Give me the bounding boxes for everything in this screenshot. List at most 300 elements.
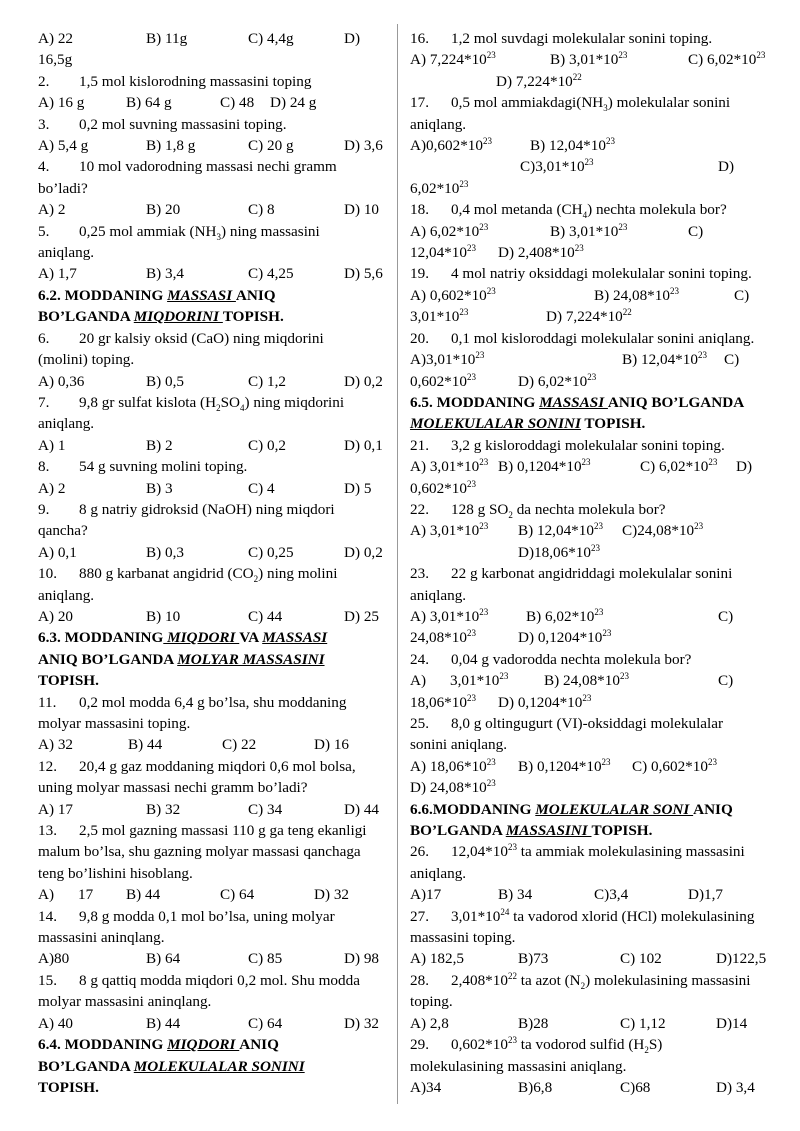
text: 0,2 mol modda 6,4 g bo’lsa, shu moddaning bbox=[79, 693, 347, 711]
text: MOLEKULALAR SONINI bbox=[410, 415, 581, 433]
text: 2 bbox=[580, 980, 586, 991]
text: D) 32 bbox=[344, 1014, 380, 1032]
text: MOLEKULALAR SONINI bbox=[133, 1057, 305, 1075]
text: C) 44 bbox=[248, 607, 283, 625]
question-13 bbox=[38, 820, 386, 841]
text: C)68 bbox=[620, 1078, 651, 1096]
text: C) 4,4g bbox=[248, 30, 294, 47]
text: 0,04 g vadorodda nechta molekula bor? bbox=[451, 650, 692, 668]
answer-options bbox=[38, 135, 386, 156]
text-span bbox=[506, 822, 592, 839]
answer-options bbox=[410, 1013, 772, 1034]
text: C) bbox=[724, 351, 740, 369]
text: C)24,08*10 bbox=[622, 522, 695, 540]
text: VA bbox=[239, 629, 263, 647]
question-25-cont: sonini aniqlang. bbox=[410, 736, 508, 754]
question-10-cont: aniqlang. bbox=[38, 586, 95, 604]
section-heading-6-3-cont bbox=[38, 649, 386, 670]
answer-option bbox=[550, 49, 688, 70]
column-divider bbox=[397, 24, 398, 1104]
answer-option bbox=[410, 371, 518, 392]
text: 23 bbox=[605, 135, 615, 146]
text: C) 8 bbox=[248, 201, 275, 219]
question-5 bbox=[38, 221, 386, 242]
text: 17 bbox=[78, 886, 94, 904]
text: 2,5 mol gazning massasi 110 g ga teng ekanligi bbox=[79, 822, 367, 840]
answer-option bbox=[518, 371, 596, 392]
answer-options-cont bbox=[410, 371, 772, 392]
text: D) 7,224*10 bbox=[496, 72, 573, 90]
text: 23 bbox=[486, 285, 496, 296]
text: 3,01*10 bbox=[450, 672, 500, 690]
text: 24. bbox=[410, 650, 429, 668]
answer-option bbox=[632, 756, 717, 777]
question-9-cont: qancha? bbox=[38, 522, 88, 540]
text: 0,602*10 bbox=[410, 372, 467, 390]
text: B) 12,04*10 bbox=[530, 137, 606, 155]
text-span bbox=[167, 1036, 239, 1053]
text: 6,02*10 bbox=[410, 179, 460, 197]
answer-options bbox=[410, 349, 772, 370]
answer-options bbox=[38, 542, 386, 563]
text: 16. bbox=[410, 30, 429, 47]
text: 23 bbox=[486, 778, 496, 789]
text: TOPISH. bbox=[580, 415, 646, 433]
question-21 bbox=[410, 435, 772, 456]
text: C) 6,02*10 bbox=[640, 458, 709, 476]
text: D) 0,1204*10 bbox=[498, 693, 583, 711]
question-17 bbox=[410, 92, 772, 113]
text: MASSASI bbox=[262, 629, 328, 647]
answer-options bbox=[410, 456, 772, 477]
text: ANIQ BO’LGANDA bbox=[607, 393, 745, 411]
text: 23 bbox=[602, 628, 612, 639]
text: 11. bbox=[38, 693, 57, 711]
text: A) 20 bbox=[38, 607, 74, 625]
text: D) 2,408*10 bbox=[498, 244, 575, 262]
text: 9,8 gr sulfat kislota (H bbox=[79, 393, 217, 411]
text: 9. bbox=[38, 500, 50, 518]
text: 20. bbox=[410, 329, 429, 347]
text: 22. bbox=[410, 500, 429, 518]
text: A) 7,224*10 bbox=[410, 51, 487, 69]
text: ta azot (N bbox=[516, 971, 581, 989]
text: 23 bbox=[618, 221, 628, 232]
answer-options bbox=[410, 520, 772, 541]
text: A)17 bbox=[410, 886, 442, 904]
text: 22 bbox=[622, 307, 632, 318]
answer-option bbox=[546, 306, 632, 327]
text: B) 10 bbox=[146, 607, 181, 625]
answer-options-cont bbox=[410, 156, 772, 177]
right-column bbox=[410, 28, 772, 1098]
text: ANIQ bbox=[693, 800, 733, 818]
text: A) 2 bbox=[38, 479, 66, 497]
answer-option bbox=[498, 456, 640, 477]
question-16 bbox=[410, 28, 772, 49]
text: B) 0,5 bbox=[146, 372, 184, 390]
section-heading-6-5-cont bbox=[410, 413, 772, 434]
text: 12,04*10 bbox=[410, 244, 467, 262]
answer-options bbox=[410, 948, 772, 969]
question-28 bbox=[410, 970, 772, 991]
text: 0,2 mol suvning massasini toping. bbox=[79, 115, 287, 133]
text: B) 1,8 g bbox=[146, 137, 196, 155]
text: C) 4,25 bbox=[248, 265, 294, 283]
question-15-cont: molyar massasini aninqlang. bbox=[38, 993, 212, 1011]
text: D) 6,02*10 bbox=[518, 372, 588, 390]
text: ) molekulalar sonini bbox=[607, 94, 731, 112]
text: 5. bbox=[38, 222, 50, 240]
text: B) 11g bbox=[146, 30, 188, 47]
text: C) 6,02*10 bbox=[688, 51, 757, 69]
answer-options-cont bbox=[410, 777, 772, 798]
text: 23 bbox=[486, 50, 496, 61]
question-4 bbox=[38, 156, 386, 177]
text: 23 bbox=[601, 756, 611, 767]
text: B) 3,01*10 bbox=[550, 51, 619, 69]
answer-options bbox=[38, 948, 386, 969]
text: 6.4. MODDANING bbox=[38, 1036, 168, 1054]
text: A)80 bbox=[38, 950, 70, 968]
answer-option bbox=[526, 606, 718, 627]
text: B) 3 bbox=[146, 479, 173, 497]
section-heading-6-6-cont bbox=[410, 820, 772, 841]
text: 23 bbox=[466, 371, 476, 382]
text: A) 0,602*10 bbox=[410, 286, 487, 304]
question-26 bbox=[410, 841, 772, 862]
text: ) nechta molekula bor? bbox=[587, 201, 727, 219]
section-heading-6-3 bbox=[38, 627, 386, 648]
text: B) 24,08*10 bbox=[594, 286, 670, 304]
text: ) ning miqdorini bbox=[244, 393, 345, 411]
text: 6.2. MODDANING bbox=[38, 286, 168, 304]
question-28-cont: toping. bbox=[410, 993, 453, 1011]
text: C) 22 bbox=[222, 736, 257, 754]
text: 23 bbox=[479, 457, 489, 468]
text-span bbox=[535, 801, 693, 818]
answer-option bbox=[410, 49, 550, 70]
text: 23 bbox=[475, 350, 485, 361]
text: MOLYAR MASSASINI bbox=[177, 650, 325, 668]
text: 7. bbox=[38, 393, 50, 411]
answer-option bbox=[410, 606, 526, 627]
text-span bbox=[262, 629, 327, 646]
text: C) 34 bbox=[248, 800, 283, 818]
text: 22 bbox=[507, 970, 517, 981]
text: 23 bbox=[756, 50, 766, 61]
question-8 bbox=[38, 456, 386, 477]
section-heading-6-5 bbox=[410, 392, 772, 413]
text: 6. bbox=[38, 329, 50, 347]
text: A) 22 bbox=[38, 30, 74, 47]
text: 23 bbox=[507, 842, 517, 853]
text: A) 18,06*10 bbox=[410, 757, 487, 775]
question-14 bbox=[38, 906, 386, 927]
question-29-cont: molekulasining massasini aniqlang. bbox=[410, 1057, 627, 1075]
text: B) 32 bbox=[146, 800, 181, 818]
text: MASSASI bbox=[167, 286, 236, 304]
answer-option bbox=[410, 221, 550, 242]
answer-option bbox=[410, 285, 594, 306]
text: 0,25 mol ammiak (NH bbox=[79, 222, 217, 240]
text: 6.5. MODDANING bbox=[410, 393, 540, 411]
text: C)3,01*10 bbox=[520, 158, 585, 176]
text: C) 0,25 bbox=[248, 543, 294, 561]
text: C) 64 bbox=[220, 886, 255, 904]
text: ) ning massasini bbox=[221, 222, 320, 240]
question-29 bbox=[410, 1034, 772, 1055]
question-4-cont: bo’ladi? bbox=[38, 179, 88, 197]
text: D) 3,4 bbox=[716, 1078, 755, 1096]
text: 18,06*10 bbox=[410, 693, 467, 711]
question-23 bbox=[410, 563, 772, 584]
text: D) 25 bbox=[344, 607, 380, 625]
answer-options bbox=[38, 884, 386, 905]
text: A) 3,01*10 bbox=[410, 522, 480, 540]
text: 23 bbox=[479, 221, 489, 232]
text: 12,04*10 bbox=[451, 843, 508, 861]
text: 6.3. MODDANING bbox=[38, 629, 164, 647]
text: ta vadorod xlorid (HCl) molekulasining bbox=[509, 907, 755, 925]
text: 3,01*10 bbox=[410, 308, 460, 326]
answer-options bbox=[410, 221, 772, 242]
text: 2 bbox=[508, 509, 513, 520]
text: MASSASI bbox=[539, 393, 608, 411]
question-27-cont: massasini toping. bbox=[410, 929, 516, 947]
text: 3 bbox=[216, 231, 222, 242]
text-span bbox=[134, 1058, 305, 1075]
text: C) 85 bbox=[248, 950, 283, 968]
text: BO’LGANDA bbox=[38, 1057, 134, 1075]
text: ANIQ BO’LGANDA bbox=[38, 650, 178, 668]
text: 23 bbox=[499, 671, 509, 682]
text: 0,1 mol kisloroddagi molekulalar sonini aniqlang. bbox=[451, 329, 755, 347]
question-26-cont: aniqlang. bbox=[410, 864, 467, 882]
text-span bbox=[177, 651, 324, 668]
text: 23 bbox=[582, 692, 592, 703]
answer-option bbox=[550, 221, 688, 242]
text: 10 mol vadorodning massasi nechi gramm bbox=[79, 158, 337, 176]
text: BO’LGANDA bbox=[38, 308, 134, 326]
text: 8. bbox=[38, 458, 50, 476]
text: 22 g karbonat angidriddagi molekulalar sonini bbox=[451, 565, 733, 583]
text: A) 32 bbox=[38, 736, 74, 754]
text: C) 4 bbox=[248, 479, 275, 497]
text: 1,2 mol suvdagi molekulalar sonini toping. bbox=[451, 30, 713, 47]
answer-option bbox=[410, 349, 622, 370]
text: A) 2 bbox=[38, 201, 66, 219]
text: C) 1,12 bbox=[620, 1014, 666, 1032]
question-12 bbox=[38, 756, 386, 777]
text: 23 bbox=[669, 285, 679, 296]
question-14-cont: massasini aninqlang. bbox=[38, 929, 165, 947]
question-23-cont: aniqlang. bbox=[410, 586, 467, 604]
text: D) 44 bbox=[344, 800, 380, 818]
answer-option bbox=[544, 670, 718, 691]
text: D) 98 bbox=[344, 950, 380, 968]
text: 27. bbox=[410, 907, 429, 925]
text: B) 64 g bbox=[126, 94, 172, 112]
question-20 bbox=[410, 328, 772, 349]
text: D)122,5 bbox=[716, 950, 767, 968]
text: 0,4 mol metanda (CH bbox=[451, 201, 583, 219]
text: ) ning molini bbox=[258, 565, 338, 583]
answer-option bbox=[498, 692, 591, 713]
question-9 bbox=[38, 499, 386, 520]
text-span bbox=[163, 629, 239, 646]
text: C) 0,2 bbox=[248, 436, 286, 454]
question-6 bbox=[38, 328, 386, 349]
text: C) bbox=[734, 286, 750, 304]
text: B) 0,3 bbox=[146, 543, 184, 561]
text: 19. bbox=[410, 265, 429, 283]
text: 3,2 g kisloroddagi molekulalar sonini toping. bbox=[451, 436, 725, 454]
text: 13. bbox=[38, 822, 57, 840]
answer-options-cont bbox=[410, 692, 772, 713]
text: 24 bbox=[500, 906, 510, 917]
text-span bbox=[167, 287, 236, 304]
text: A)0,602*10 bbox=[410, 137, 483, 155]
text: 6.6.MODDANING bbox=[410, 800, 536, 818]
answer-options bbox=[38, 371, 386, 392]
text: D) 24 g bbox=[270, 94, 317, 112]
text: 10. bbox=[38, 565, 57, 583]
answer-option bbox=[410, 692, 498, 713]
text: B) 44 bbox=[126, 886, 161, 904]
answer-options bbox=[38, 263, 386, 284]
text: 23 bbox=[587, 371, 597, 382]
question-5-cont: aniqlang. bbox=[38, 244, 95, 262]
text: 128 g SO bbox=[451, 500, 509, 518]
text: B) 44 bbox=[146, 1014, 181, 1032]
text: 23 bbox=[466, 692, 476, 703]
text: 23 bbox=[574, 243, 584, 253]
text: B)28 bbox=[518, 1014, 549, 1032]
text: MIQDORI bbox=[167, 1036, 240, 1054]
section-heading-6-3-end: TOPISH. bbox=[38, 672, 99, 690]
answer-option bbox=[410, 627, 518, 648]
text: A) 3,01*10 bbox=[410, 607, 480, 625]
text: 23 bbox=[479, 606, 489, 617]
text: B)6,8 bbox=[518, 1078, 553, 1096]
question-22 bbox=[410, 499, 772, 520]
text-span bbox=[539, 394, 608, 411]
text: A) 3,01*10 bbox=[410, 458, 480, 476]
text: C) 48 bbox=[220, 94, 255, 112]
text: 2. bbox=[38, 72, 50, 90]
answer-options bbox=[38, 1013, 386, 1034]
text: 23 bbox=[507, 1035, 517, 1046]
text: B)73 bbox=[518, 950, 549, 968]
text: 22 bbox=[572, 71, 582, 82]
text: 23 bbox=[479, 521, 489, 532]
text: B) 34 bbox=[498, 886, 533, 904]
text: 4. bbox=[38, 158, 50, 176]
text: 8 g natriy gidroksid (NaOH) ning miqdori bbox=[79, 500, 335, 518]
text: MOLEKULALAR SONI bbox=[535, 800, 694, 818]
text: 25. bbox=[410, 715, 429, 732]
answer-option bbox=[622, 520, 703, 541]
text: da nechta molekula bor? bbox=[512, 500, 666, 518]
text-span bbox=[134, 308, 223, 325]
text-span bbox=[410, 415, 581, 432]
text: B) 3,01*10 bbox=[550, 222, 619, 240]
answer-options-cont bbox=[410, 542, 772, 563]
answer-option bbox=[410, 456, 498, 477]
answer-options-cont bbox=[410, 242, 772, 263]
answer-options bbox=[38, 606, 386, 627]
text: 23 bbox=[466, 478, 476, 489]
text: MASSASINI bbox=[505, 822, 592, 840]
question-2 bbox=[38, 71, 386, 92]
text: 2 bbox=[253, 574, 259, 585]
text: S) bbox=[648, 1036, 663, 1054]
answer-options bbox=[410, 1077, 772, 1098]
text: D) bbox=[344, 30, 361, 47]
text: 23 bbox=[459, 178, 469, 189]
section-heading-6-4-end: TOPISH. bbox=[38, 1078, 99, 1096]
answer-option bbox=[640, 456, 736, 477]
text: SO bbox=[220, 393, 241, 411]
text: 24,08*10 bbox=[410, 629, 467, 647]
text: 21. bbox=[410, 436, 429, 454]
text: B) 6,02*10 bbox=[526, 607, 595, 625]
text: 8,0 g oltingugurt (VI)-oksiddagi molekulalar bbox=[451, 715, 724, 732]
question-11-cont: molyar massasini toping. bbox=[38, 715, 191, 732]
question-17-cont: aniqlang. bbox=[410, 115, 467, 133]
answer-option bbox=[518, 756, 632, 777]
answer-options bbox=[410, 135, 772, 156]
answer-option bbox=[518, 627, 611, 648]
text: TOPISH. bbox=[591, 822, 653, 840]
text: 23 bbox=[707, 756, 717, 767]
answer-options bbox=[38, 199, 386, 220]
text: 14. bbox=[38, 907, 57, 925]
text: A) 40 bbox=[38, 1014, 74, 1032]
text: 23 bbox=[593, 521, 603, 532]
text: 23 bbox=[584, 157, 594, 168]
text: 12. bbox=[38, 757, 57, 775]
section-heading-6-6 bbox=[410, 799, 772, 820]
answer-option bbox=[410, 756, 518, 777]
text: 23 bbox=[590, 542, 600, 553]
question-25 bbox=[410, 713, 772, 734]
answer-options-cont bbox=[410, 478, 772, 499]
text: D) 7,224*10 bbox=[546, 308, 623, 326]
answer-options-cont2 bbox=[410, 178, 772, 199]
text: 3,01*10 bbox=[451, 907, 501, 925]
text: D) bbox=[736, 458, 753, 476]
answer-options bbox=[38, 435, 386, 456]
text: A) 182,5 bbox=[410, 950, 464, 968]
text: ta ammiak molekulasining massasini bbox=[516, 843, 745, 861]
text: 17. bbox=[410, 94, 429, 112]
text: 4 bbox=[582, 210, 588, 221]
text: A) bbox=[410, 672, 427, 690]
section-heading-6-2-cont bbox=[38, 306, 386, 327]
text: B) 3,4 bbox=[146, 265, 184, 283]
text: 2,408*10 bbox=[451, 971, 508, 989]
answer-options-cont bbox=[410, 306, 772, 327]
text: 23 bbox=[466, 628, 476, 639]
text: 54 g suvning molini toping. bbox=[79, 458, 248, 476]
answer-option bbox=[410, 520, 518, 541]
text: D)14 bbox=[716, 1014, 748, 1032]
answer-option bbox=[518, 520, 622, 541]
answer-option bbox=[622, 349, 724, 370]
text: D) 5 bbox=[344, 479, 372, 497]
